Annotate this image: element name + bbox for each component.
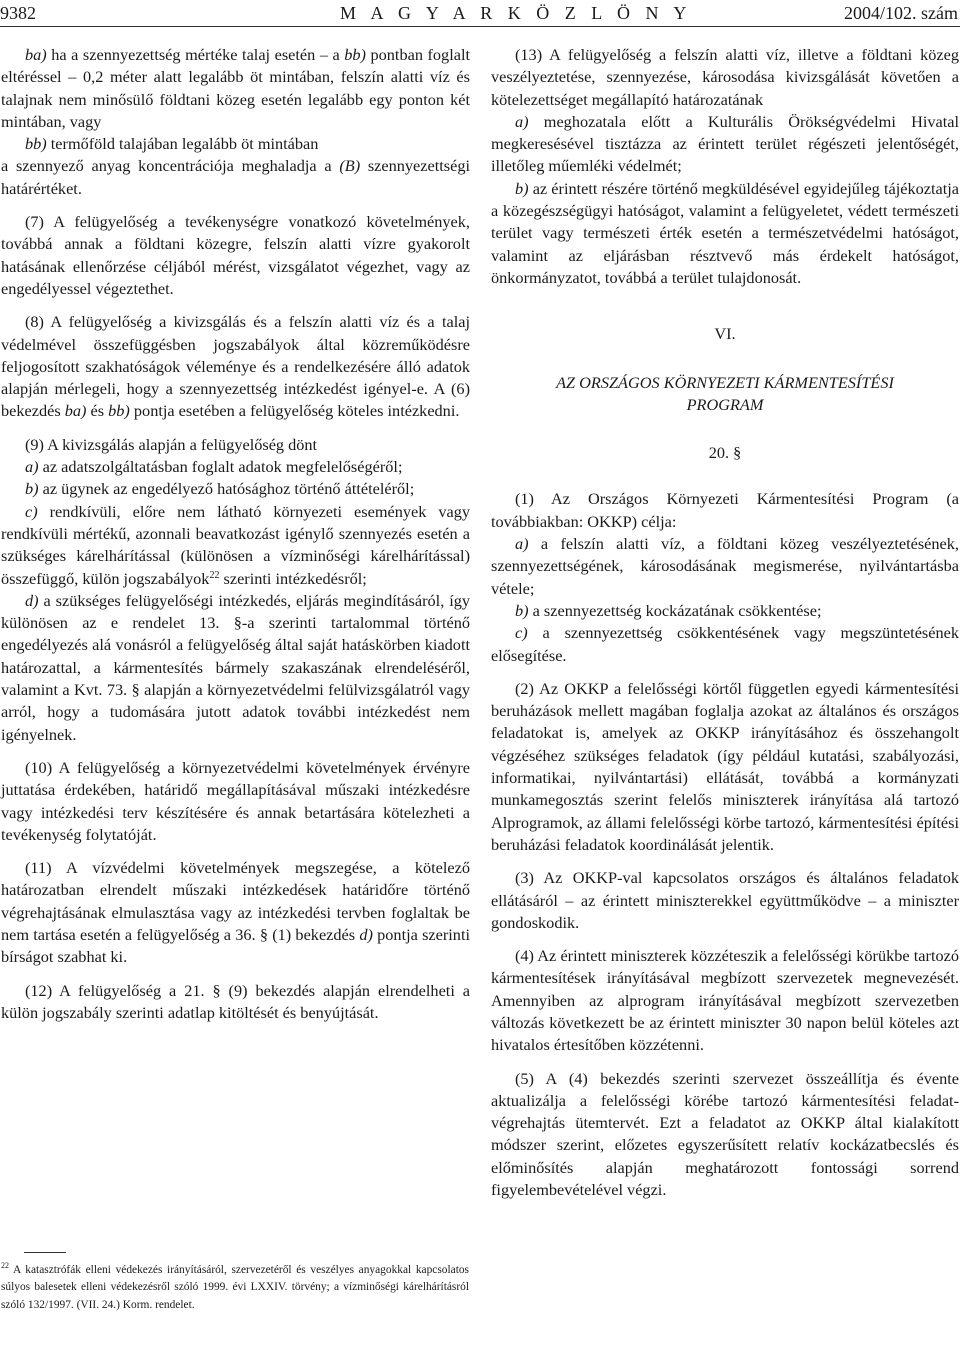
header-rule	[0, 26, 960, 27]
item-9d: d) a szükséges felügyelőségi intézkedés, eljárás megindításáról, így különösen az e rendelet 13. §-a szerinti tartalommal történő engedélyezés alá vonásról a felügyelőség által saját hatáskörben kiadott határozattal, a kármentesítés bármely szakaszának elrendeléséről, valamint a Kvt. 73. § alapján a környezetvédelmi felülvizsgálatról vagy arról, hogy a tudomására jutott adatok további intézkedést nem igényelnek.	[1, 590, 470, 744]
paragraph-8: (8) A felügyelőség a kivizsgálás és a felszín alatti víz és a talaj védelmével összefüggésben jogszabályok által közreműködésre feljogosított szakhatóságok véleménye és a rendelkezésére álló adatok alapján mérlegeli, hogy a szennyezettség intézkedést igényel-e. A (6) bekezdés ba) és bb) pontja esetében a felügyelőség köteles intézkedni.	[1, 312, 470, 421]
footnote-text: A katasztrófák elleni védekezés irányításáról, szervezetéről és veszélyes anyagokkal kapcsolatos súlyos balesetek elleni védekezésről szóló 1999. évi LXXIV. törvény; a vízminőségi kárelhárításról szóló 132/1997. (VII. 24.) Korm. rendelet.	[1, 1264, 469, 1311]
section-1: (1) Az Országos Környezeti Kármentesítési Program (a továbbiakban: OKKP) célja:	[491, 489, 959, 531]
journal-title: M A G Y A R K Ö Z L Ö N Y	[340, 3, 692, 23]
footnote-ref: 22	[209, 569, 220, 581]
item-13b: b) az érintett részére történő megküldésével egyidejűleg tájékoztatja a közegészségügyi hatóságot, valamint a felügyeletet, védett természeti terület vagy természeti érték esetén a természetvédelmi hatóságot, valamint az eljárásban résztvevő más érdekelt hatóságot, önkormányzatot, továbbá a terület tulajdonosát.	[491, 178, 959, 287]
footnote	[1, 1262, 469, 1314]
paragraph-9: (9) A kivizsgálás alapján a felügyelőség dönt	[25, 434, 318, 454]
item-1c: c) a szennyezettség csökkentésének vagy megszüntetésének elősegítése.	[491, 623, 959, 665]
item-9c: c) rendkívüli, előre nem látható környezeti események vagy rendkívüli mértékű, azonnali beavatkozást igénylő szennyezés esetén a szükséges kárelhárítással (különösen a vízminőségi kárelhárítással) összefüggő, külön jogszabályok$^{22}$ szerinti intézkedésről;	[1, 501, 470, 588]
item-13a: a) meghozatala előtt a Kulturális Örökségvédelmi Hivatal megkeresésével tisztázza az érintett terület régészeti jelentőségét, illetőleg műemléki védelmét;	[491, 111, 959, 176]
paragraph-13: (13) A felügyelőség a felszín alatti víz, illetve a földtani közeg veszélyeztetése, szennyezése, károsodása kivizsgálását követően a kötelezettséget megállapító határozatának	[491, 45, 959, 109]
paragraph-11: (11) A vízvédelmi követelmények megszegése, a kötelező határozatban elrendelt műszaki intézkedések határidőre történő végrehajtásának elmulasztása vagy az intézkedési tervben foglaltak be nem tartása esetén a felügyelőség a 36. § (1) bekezdés d) pontja szerinti bírságot szabhat ki.	[1, 858, 470, 967]
item-ba: ba) ha a szennyezettség mértéke talaj esetén – a bb) pontban foglalt eltéréssel – 0,2 méter alatt legalább öt mintában, felszín alatti víz és talajnak nem minősülő földtani közeg esetén legalább egy ponton két mintában, vagy	[1, 45, 470, 131]
section-heading: 20. §	[708, 443, 742, 463]
footnote-rule	[24, 1252, 66, 1253]
section-4: (4) Az érintett miniszterek közzéteszik a felelősségi körükbe tartozó kármentesítések irányításával megbízott szervezetek megnevezését. Amennyiben az alprogram irányításával megbízott szervezetben változás következett be az érintett miniszter 30 napon belül köteles azt hivatalos értesítőben közzétenni.	[491, 946, 959, 1055]
chapter-number: VI.	[714, 324, 736, 344]
item-1a: a) a felszín alatti víz, a földtani közeg veszélyeztetésének, szennyezettségének, károsodásának megismerése, nyilvántartásba vétele;	[491, 534, 959, 598]
issue-number: 2004/102. szám	[844, 3, 958, 23]
chapter-title: AZ ORSZÁGOS KÖRNYEZETI KÁRMENTESÍTÉSI PROGRAM	[556, 372, 894, 414]
item-9a: a) az adatszolgáltatásban foglalt adatok megfelelőségéről;	[25, 457, 403, 477]
section-3: (3) Az OKKP-val kapcsolatos országos és általános feladatok ellátásáról – az érintett miniszterekkel együttműködve – a miniszter gondoskodik.	[491, 868, 959, 932]
page-header	[0, 0, 960, 24]
footnote-number: 22	[1, 1261, 9, 1270]
concentration-clause: a szennyező anyag koncentrációja meghaladja a (B) szennyezettségi határértéket.	[1, 156, 471, 198]
section-2: (2) Az OKKP a felelősségi körtől független egyedi kármentesítési beruházások mellett magában foglalja azokat az általános és országos feladatokat is, amelyek az OKKP irányításához és összehangolt végzéséhez szükséges feladatok (így például kutatási, szabályozási, informatikai, nyilvántartási) ellátását, továbbá a kormányzati munkamegosztás szerint felelős miniszterek irányítása alá tartozó Alprogramok, az állami felelősségi körbe tartozó, kármentesítési építési beruházási feladatok koordinálását jelentik.	[491, 678, 959, 854]
item-9b: b) az ügynek az engedélyező hatósághoz történő áttételéről;	[25, 479, 415, 499]
paragraph-7: (7) A felügyelőség a tevékenységre vonatkozó követelmények, továbbá annak a földtani közegre, felszín alatti vízre gyakorolt hatásának ellenőrzése céljából mérést, vizsgálatot végezhet, vagy az engedélyessel végeztethet.	[1, 212, 470, 298]
item-1b: b) a szennyezettség kockázatának csökkentése;	[515, 600, 822, 620]
right-column	[491, 44, 959, 1201]
paragraph-12: (12) A felügyelőség a 21. § (9) bekezdés alapján elrendelheti a külön jogszabály szerinti adatlap kitöltését és benyújtását.	[1, 980, 470, 1022]
page-number: 9382	[0, 3, 36, 23]
item-bb: bb) termőföld talajában legalább öt mintában	[25, 134, 319, 154]
section-5: (5) A (4) bekezdés szerinti szervezet összeállítja és évente aktualizálja a felelősségi körébe tartozó kármentesítési feladat-végrehajtás ütemtervét. Ezt a feladatot az OKKP által kialakított módszer szerint, előzetes egyszerűsített relatív kockázatbecslés és előminősítés alapján meghatározott fontossági sorrend figyelembevételével végzi.	[491, 1068, 959, 1200]
paragraph-10: (10) A felügyelőség a környezetvédelmi követelmények érvényre juttatása érdekében, határidő megállapításával műszaki intézkedésre vagy intézkedési terv készítésére és annak betartására kötelezheti a tevékenység folytatóját.	[1, 757, 470, 844]
left-column	[1, 44, 470, 1024]
